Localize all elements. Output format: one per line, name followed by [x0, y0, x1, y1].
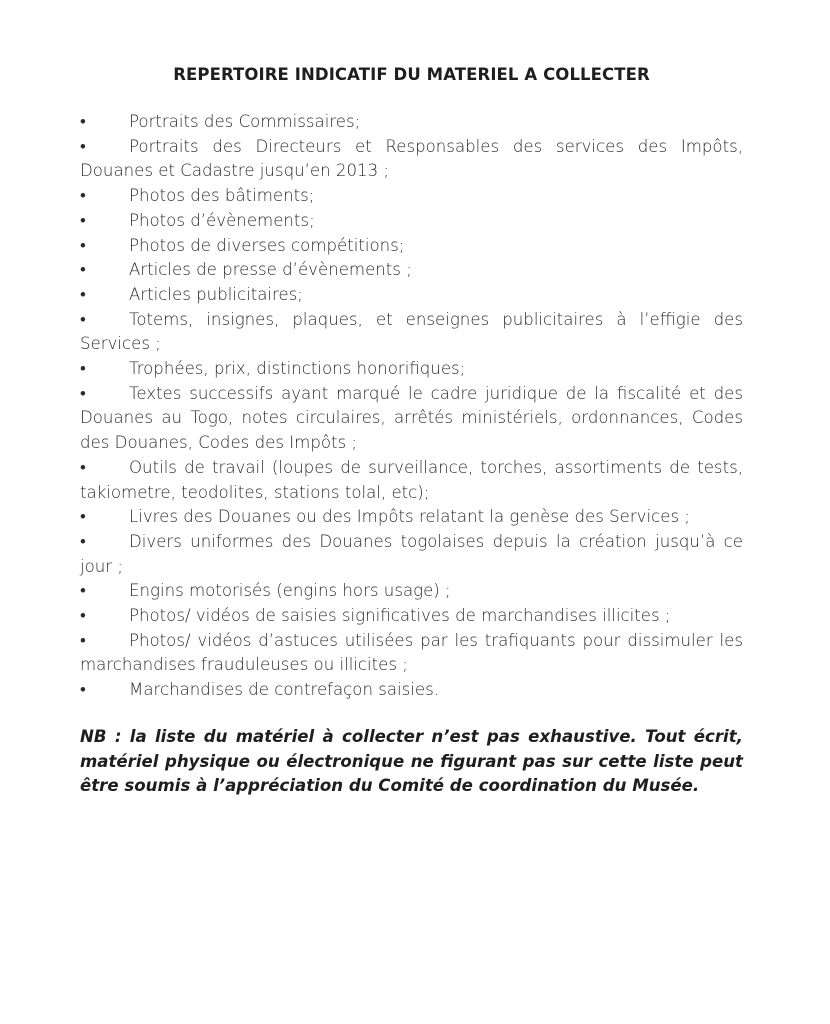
list-item: [80, 505, 743, 530]
bullet-icon: •: [80, 581, 86, 601]
nb-note: NB : la liste du matériel à collecter n’est pas exhaustive. Tout écrit, matériel physique ou électronique ne figurant pas sur cette liste peut être soumis à l’appréciation du Comité de coordination du Musée.: [80, 726, 743, 796]
bullet-icon: •: [80, 186, 86, 206]
list-item: [80, 456, 743, 505]
list-item: [80, 283, 743, 308]
list-item-text: Articles de presse d’évènements ;: [129, 260, 412, 280]
list-item-text: Outils de travail (loupes de surveillance, torches, assortiments de tests, takiometre, teodolites, stations tolal, etc);: [80, 457, 743, 502]
list-item: [80, 258, 743, 283]
document-title: REPERTOIRE INDICATIF DU MATERIEL A COLLECTER: [173, 65, 650, 84]
document-page: [80, 64, 743, 816]
bullet-icon: •: [80, 457, 86, 477]
list-item-text: Divers uniformes des Douanes togolaises depuis la création jusqu’à ce jour ;: [80, 531, 743, 576]
list-item-text: Livres des Douanes ou des Impôts relatant la genèse des Services ;: [129, 507, 690, 527]
list-item: [80, 629, 743, 678]
list-item-text: Portraits des Directeurs et Responsables des services des Impôts, Douanes et Cadastre jusqu’en 2013 ;: [80, 136, 743, 181]
list-item: [80, 579, 743, 604]
bullet-icon: •: [80, 284, 86, 304]
list-item: [80, 234, 743, 259]
list-item-text: Engins motorisés (engins hors usage) ;: [129, 581, 451, 601]
bullet-icon: •: [80, 309, 86, 329]
list-item-text: Photos/ vidéos de saisies significatives de marchandises illicites ;: [129, 606, 671, 626]
list-item: [80, 110, 743, 135]
list-item: [80, 308, 743, 357]
list-item: [80, 135, 743, 184]
bullet-icon: •: [80, 630, 86, 650]
bullet-icon: •: [80, 507, 86, 527]
material-list: [80, 110, 743, 703]
bullet-icon: •: [80, 235, 86, 255]
bullet-icon: •: [80, 606, 86, 626]
bullet-icon: •: [80, 136, 86, 156]
list-item-text: Totems, insignes, plaques, et enseignes publicitaires à l’effigie des Services ;: [80, 309, 743, 354]
list-item-text: Photos des bâtiments;: [129, 186, 315, 206]
bullet-icon: •: [80, 260, 86, 280]
list-item: [80, 357, 743, 382]
list-item-text: Articles publicitaires;: [129, 284, 303, 304]
list-item: [80, 530, 743, 579]
list-item-text: Marchandises de contrefaçon saisies.: [129, 680, 440, 700]
list-item: [80, 184, 743, 209]
list-item-text: Photos/ vidéos d’astuces utilisées par les trafiquants pour dissimuler les marchandises frauduleuses ou illicites ;: [80, 630, 743, 675]
bullet-icon: •: [80, 383, 86, 403]
list-item-text: Photos de diverses compétitions;: [129, 235, 405, 255]
list-item-text: Textes successifs ayant marqué le cadre juridique de la fiscalité et des Douanes au Togo, notes circulaires, arrêtés ministériels, ordonnances, Codes des Douanes, Codes des Impôts ;: [80, 383, 743, 453]
list-item: [80, 604, 743, 629]
list-item-text: Portraits des Commissaires;: [129, 112, 361, 131]
bullet-icon: •: [80, 210, 86, 230]
list-item: [80, 382, 743, 456]
list-item: [80, 678, 743, 703]
list-item: [80, 209, 743, 234]
list-item-text: Photos d’évènements;: [129, 210, 315, 230]
bullet-icon: •: [80, 531, 86, 551]
list-item-text: Trophées, prix, distinctions honorifiques;: [129, 359, 466, 379]
bullet-icon: •: [80, 359, 86, 379]
bullet-icon: •: [80, 680, 86, 700]
bullet-icon: •: [80, 112, 86, 131]
